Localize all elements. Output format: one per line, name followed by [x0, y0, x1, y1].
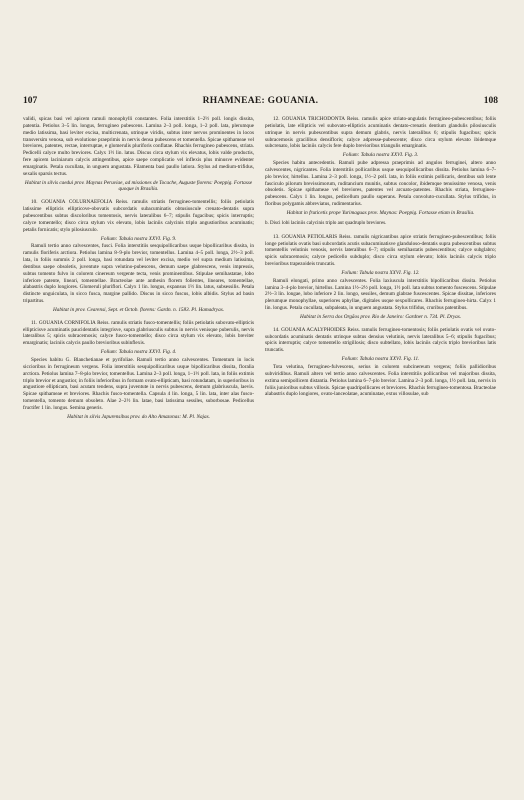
running-title: RHAMNEAE: GOUANIA. — [202, 96, 319, 106]
species-description: Species habitu G. Blanchetianae et pyrifoliae. Ramuli tertio anno calvescentes. Tomentum in locis siccioribus in ferrugineum vergens. Folia interstitiis sesquipollicaribus usque bipollicaribus dissita, floralia arctiora. Petiolus lamina 7–8-plo brevior, tomentellus. Lamina 2–3 poll. longa, 1–1½ poll. lata, in foliis extimis triplo brevior et angustior, in foliis inferioribus in formam ovato-ellipticam, basi rotundatam, in superioribus in angustiore ellipticam, basi acutam tendens, supra juventute in nervis pubescens, demum glabriuscula, laevis. Spicae spithameae et breviores. Rhachis fusco-tomentella. Capsula 4 lin. longa, 5 lin. lata, inter alas fusco-tomentella, tomento demum obsoleto. Alae 2–2½ lin. latae, basi latissima sessiles, suborbosae. Pedicellus fructifer 1 lin. longus. Semina generis. — [23, 357, 254, 411]
species-description: Ramuli tertio anno calvescentes, fusci. Folia interstitiis sesquipollicaribus usque bipollicaribus dissita, in ramulis floriferis arctiora. Petiolus lamina 8–9-plo brevior, tomentellus. Lamina 4–5 poll. longa, 2½–3 poll. lata, in foliis summis 2 poll. longa, basi rotundata vel leviter excisa, medio vel supra medium latissima, dentibus saepe obsoletis, juventute supra velutino-pubescens, demum saepe glabrescens, venis impressis, subtus tomento fulvo in colorem cinereum vergente tecta, venis prominentibus. Stipulae semihastatae, lobo inferiore patente, lineari, tomentellae. Bracteolae ante anthesin florem folientes, lineares, tomentellae, alabastris duplo longiores. Glomeruli pluriflori. Calyx 1 lin. longus, expansus 1½ lin. latus, subsessilis. Petala distincte unguiculata, in sicco fusca, margine pallido. Discus in sicco fuscus, lobis albidis. Stylus ad basin tripartitus. — [23, 243, 254, 305]
figure-reference: Folium: Tabula nostra XXVI. Fig. 3. — [342, 152, 419, 159]
species-heading-11: 11. GOUANIA CORNIFOLIA Reiss. ramulis striatis fusco-tomentellis; foliis petiolatis subovato-ellipticis ellipticisve acuminatis paucidentatis integrisve, supra glabriusculis subtus in nervis venisque puberulis, nervis lateralibus 5; spicis subracemosis; calyce fusco-tomentello; disco circa stylum vix elevato, lobis breviter emarginatis; laciniis calycis paullo brevioribus subinflexis. — [23, 319, 254, 347]
species-heading-10: 10. GOUANIA COLURNAEFOLIA Reiss. ramulis striatis ferrugineo-tomentellis; foliis petiolatis latissime ellipticis ellipticove-obovatis subcordatis subacuminatis obtusiuscule crenato-dentatis supra pubescentibus subtus discoloribus tomentosis, nervis lateralibus 6–7; stipulis fugacibus; spicis interruptis; calyce tomentello; disco circa stylum vix elevato, lobis laciniis calycinis triplo angustioribus acuminatis; petalis fornicatis; stylo pilosiusculo. — [23, 199, 254, 233]
left-column — [23, 116, 254, 422]
paragraph-continued: validi, spicas basi vel apicem ramuli monophylli constantes. Folia interstitiis 1–2½ poll. longis dissita, patentia. Petiolus 3–5 lin. longus, ferrugineo pubescens. Lamina 2–3 poll. longa, 1–2 poll. lata, plerumque medio latissima, basi leviter excisa, multicrenata, utrinque viridis, subtus inter nervos prominentes in locos transversim venosa, sub evolutione praeprimis in nervis densa pubescens et tomentella. Spicae spithameae vel breviores, patentes, rectae, interruptae, e glomerulis pluriforis conflatae. Rhachis ferrugineo pubescens, striata. Pedicelli calyce multo breviores. Calyx 1½ lin. latus. Discus circa stylum vix elevatus, lobis valde productis, fere apicem laciniarum calycis attingentibus, apice saepe complicatio vel inflexis plus minusve evidenter emarginatis. Petala cucullata, in unguem angustata. Filamenta basi paullo latiora. Stylus ad medium-trifidus, sexalis sparsis tectus. — [23, 116, 254, 177]
figure-reference: Folium: Tabula nostra XXVI. Fig. 11. — [341, 356, 420, 363]
habitat-note: Habitat in prov. Cearensi, Sept. et Octob. florens: Gardn. n. 1583. Pl. Hamadryas. — [52, 306, 225, 313]
habitat-note: Habitat in silvis Japurensibus prov. do Alto Amazonas: M. Pl. Najas. — [67, 413, 210, 420]
species-heading-14: 14. GOUANIA ACALYPHOIDES Reiss. ramulis ferrugineo-tomentosis; foliis petiolatis ovatis vel ovato-subcordatis acuminatis dentatis utrinque subtus densius velutinis, nervis lateralibus 5–6; stipulis fugacibus; spicis interruptis; calyce tomentello strigillosis; disco subtellato, lobis laciniis calycis triplo brevioribus latis truncatis. — [265, 326, 496, 354]
right-column — [265, 116, 496, 398]
species-description: Species habitu antecedentis. Ramuli pube adpressa praeprimis ad angulos ferruginei, altero anno calvescentes, nigricantes. Folia interstitiis pollicaribus usque sesquipollicaribus dissita. Petiolus lamina 6–7-plo brevior, hirtellus. Lamina 2–3 poll. longa, 1½–2 poll. lata, in foliis extimis pollicaris, dentibus sub lente fasciculo pilorum brevissimorum, ruditancium munitis, subtus concolor, ibidemque tenuissime venosa, venis obsoletis. Spicae spithameae vel breviores, patentes vel arcuato-patentes. Rhachis striata, ferrugineo-pubescens. Calyx 1 lin. longus, pedicellum paullo superans. Petala convoluto-cucullata. Stylus trifidus, in floribus polygamis abbreviatus, rudimentarius. — [265, 160, 496, 208]
page-number-right: 108 — [483, 96, 498, 106]
habitat-note: Habitat in Serra dos Orgãos prov. Rio de Janeiro: Gardner n. 734. Pl. Dryas. — [299, 313, 462, 320]
figure-reference: Folium: Tabula nostra XXVI. Fig. 9. — [100, 235, 177, 242]
habitat-note: Habitat in fruticetis prope Yurimaguas prov. Maynas: Poeppig. Fortasse etiam in Brasilia. — [286, 209, 475, 216]
figure-reference: Folium: Tabula nostra XXVI. Fig. 4. — [100, 349, 177, 356]
figure-reference: Folium: Tabula nostra XXVI. Fig. 12. — [341, 269, 420, 276]
species-heading-13: 13. GOUANIA PETIOLARIS Reiss. ramulis nigricantibus apice striatis ferrugineo-pubescentibus; foliis longe petiolatis ovatis basi subcordatis acutis subacuminatisve glanduloso-dentatis supra pubescentibus subtus tomentellis velutinis venosis, nervis lateralibus 6–7; stipulis semihastatis pubescentibus; calyce subglabro; spicis subracemosis; calyce pedicello subduplo; disco circa stylum elevato; lobis laciniis calycis triplo brevioribus trapezoideis truncatis. — [265, 233, 496, 268]
species-description: Tota velutina, ferrugineo-fulvescens, serius in colorem subcinereum vergens; foliis pallidioribus subviridibus. Ramuli altero vel tertio anno calvescentes. Folia interstitiis pollicaribus vel majoribus dissita, extima semipollicem distantia. Petiolus lamina 6–7-plo brevior. Lamina 2–3 poll. longa, 1½ poll. lata, nervis in foliis junioribus subtus villosis. Spicae quadripollicares et breviores. Rhachis ferrugineo-tomentosa. Bracteolae alabastris duplo longiores, ovato-lanceolatae, acuminatae, extus villosulae, sub — [265, 364, 496, 398]
page-number-left: 107 — [23, 96, 38, 106]
species-description: Ramuli elongati, primo anno calvescentes. Folia laxiuscula interstitiis bipollicaribus dissita. Petiolus lamina 3–4-plo brevior, hirtellus. Lamina 1½–2½ poll. longa, 1½ poll. lata subtus tomento fuscescens. Stipulae 2½–3 lin. longae, lobo inferiore 2 lin. longo, sessiles, demum glabrae fuscescentes. Spicae dissitae, inferiores plerumque monophyllae, superiores aphyllae, digitales usque sexpollicares. Rhachis ferrugineo-hirta. Calyx 1 lin. longus. Petala cucullata, subpaleata, in unguem angustata. Stylus trifidus, cruribus patentibus. — [265, 277, 496, 312]
species-heading-12: 12. GOUANIA TRICHODONTA Reiss. ramulis apice striato-angulatis ferrugineo-pubescentibus; foliis petiolatis, late ellipticis vel subovato-ellipticis acuminatis dentato-crenatis dentium glandulis pilosiusculis utrinque in nervis pubescentibus supra demum glabris, nervis lateralibus 6; stipulis fugacibus; spicis subracemosis gracilibus densifloris; calyce adpresse-pubescente; disco circa stylum elevato ibidemque subcrenato, lobis laciniis calycis fere duplo brevioribus triangulis emarginatis. — [265, 116, 496, 150]
habitat-note: Habitat in silvis caedui prov. Maynas Peruviae, ad missiones de Tocache, Auguste fiorens: Poeppig. Fortasse quoque in Brasilia. — [24, 179, 253, 193]
running-header — [23, 96, 498, 108]
subsection-note: b. Disci lobi laciniis calycinis triplo aut quadruplo breviores. — [265, 220, 387, 226]
